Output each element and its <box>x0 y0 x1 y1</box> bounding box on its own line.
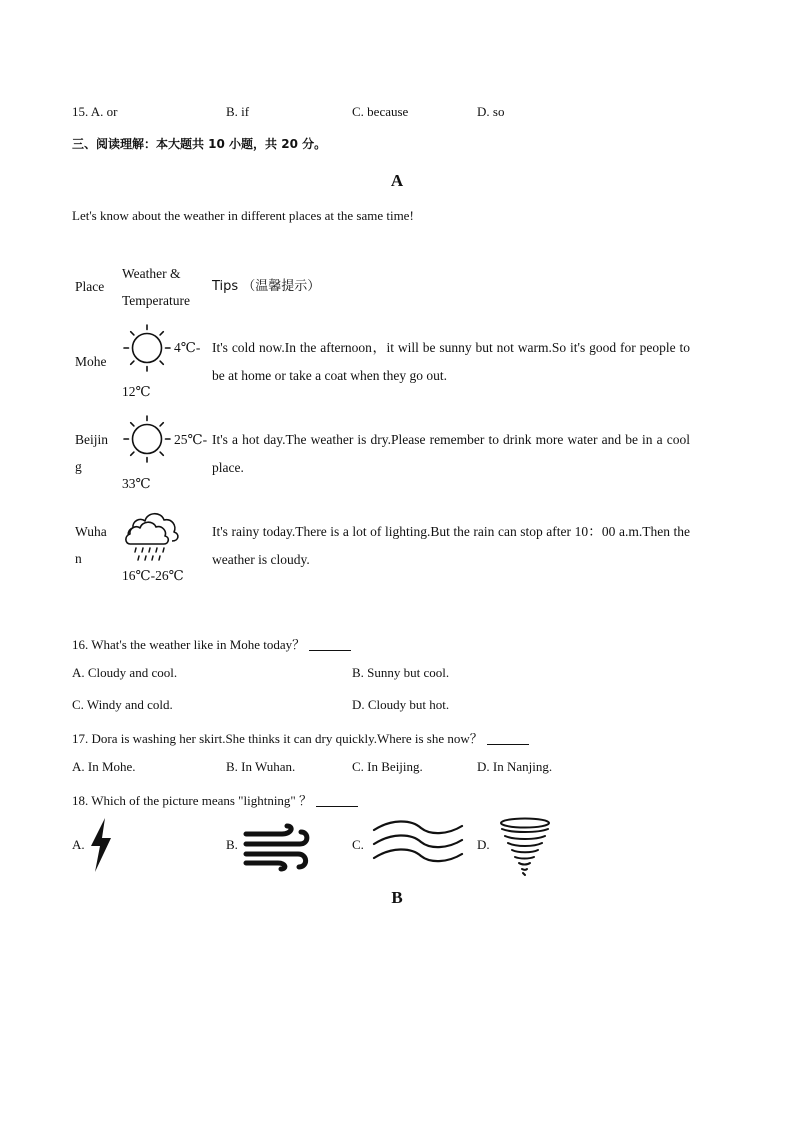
q17-answer-blank[interactable] <box>487 743 529 745</box>
q15-option-c: C. because <box>352 104 409 119</box>
q17-option-b: B. In Wuhan. <box>226 759 296 774</box>
q15-option-d: D. so <box>477 104 505 119</box>
row-beijing-temp-low: 33℃ <box>122 476 151 491</box>
row-beijing-tip: It's a hot day.The weather is dry.Please remember to drink more water and be in a cool place. <box>212 432 690 475</box>
q18-stem-text: 18. Which of the picture means "lightning" ？ <box>72 793 312 808</box>
row-wuhan-tip: It's rainy today.There is a lot of lighting.But the rain can stop after 10：00 a.m.Then the weather is cloudy. <box>212 524 690 567</box>
tornado-icon <box>494 816 556 876</box>
table-header-weather: Weather & <box>122 266 181 281</box>
q16-option-a: A. Cloudy and cool. <box>72 665 178 680</box>
passage-b-title: B <box>391 888 403 907</box>
row-beijing-place-line1: Beijin <box>75 432 108 447</box>
row-mohe-temp-low: 12℃ <box>122 384 151 399</box>
q18-option-c-label: C. <box>352 837 364 852</box>
q17-option-c: C. In Beijing. <box>352 759 423 774</box>
row-mohe-temp-high: 4℃- <box>174 340 201 355</box>
q16-option-b: B. Sunny but cool. <box>352 665 450 680</box>
sun-icon <box>122 414 172 464</box>
q17-stem-text: 17. Dora is washing her skirt.She thinks it can dry quickly.Where is she now？ <box>72 731 483 746</box>
q18-option-b-label: B. <box>226 837 238 852</box>
row-beijing-temp-high: 25℃- <box>174 432 208 447</box>
wind-icon <box>242 824 310 870</box>
rain-cloud-icon <box>124 506 182 564</box>
q17-option-a: A. In Mohe. <box>72 759 136 774</box>
table-header-place: Place <box>75 279 105 294</box>
passage-a-intro: Let's know about the weather in different places at the same time! <box>72 208 414 223</box>
q16-option-c: C. Windy and cold. <box>72 697 173 712</box>
q15-option-b: B. if <box>226 104 250 119</box>
q17-stem <box>72 728 529 747</box>
q16-answer-blank[interactable] <box>309 649 351 651</box>
row-wuhan-place-line2: n <box>75 551 82 566</box>
row-wuhan-temp-range: 16℃-26℃ <box>122 568 184 583</box>
q15-stem-option-a: 15. A. or <box>72 104 118 119</box>
q18-option-a-label: A. <box>72 837 85 852</box>
q17-option-d: D. In Nanjing. <box>477 759 553 774</box>
sun-icon <box>122 323 172 373</box>
table-header-tips: Tips （温馨提示） <box>212 279 321 294</box>
passage-a-title: A <box>390 171 404 190</box>
row-mohe-place: Mohe <box>75 354 107 369</box>
waves-icon <box>371 820 465 868</box>
table-header-temperature: Temperature <box>122 293 191 308</box>
q18-stem <box>72 790 358 809</box>
q16-stem <box>72 634 351 653</box>
row-wuhan-place-line1: Wuha <box>75 524 107 539</box>
row-mohe-tip: It's cold now.In the afternoon，it will be sunny but not warm.So it's good for people to be at home or take a coat when they go out. <box>212 340 690 383</box>
q16-stem-text: 16. What's the weather like in Mohe today？ <box>72 637 306 652</box>
q18-option-d-label: D. <box>477 837 490 852</box>
row-beijing-place-line2: g <box>75 459 82 474</box>
lightning-icon <box>89 818 113 872</box>
q18-answer-blank[interactable] <box>316 805 358 807</box>
q16-option-d: D. Cloudy but hot. <box>352 697 450 712</box>
section-heading: 三、阅读理解：本大题共 10 小题，共 20 分。 <box>72 137 327 151</box>
